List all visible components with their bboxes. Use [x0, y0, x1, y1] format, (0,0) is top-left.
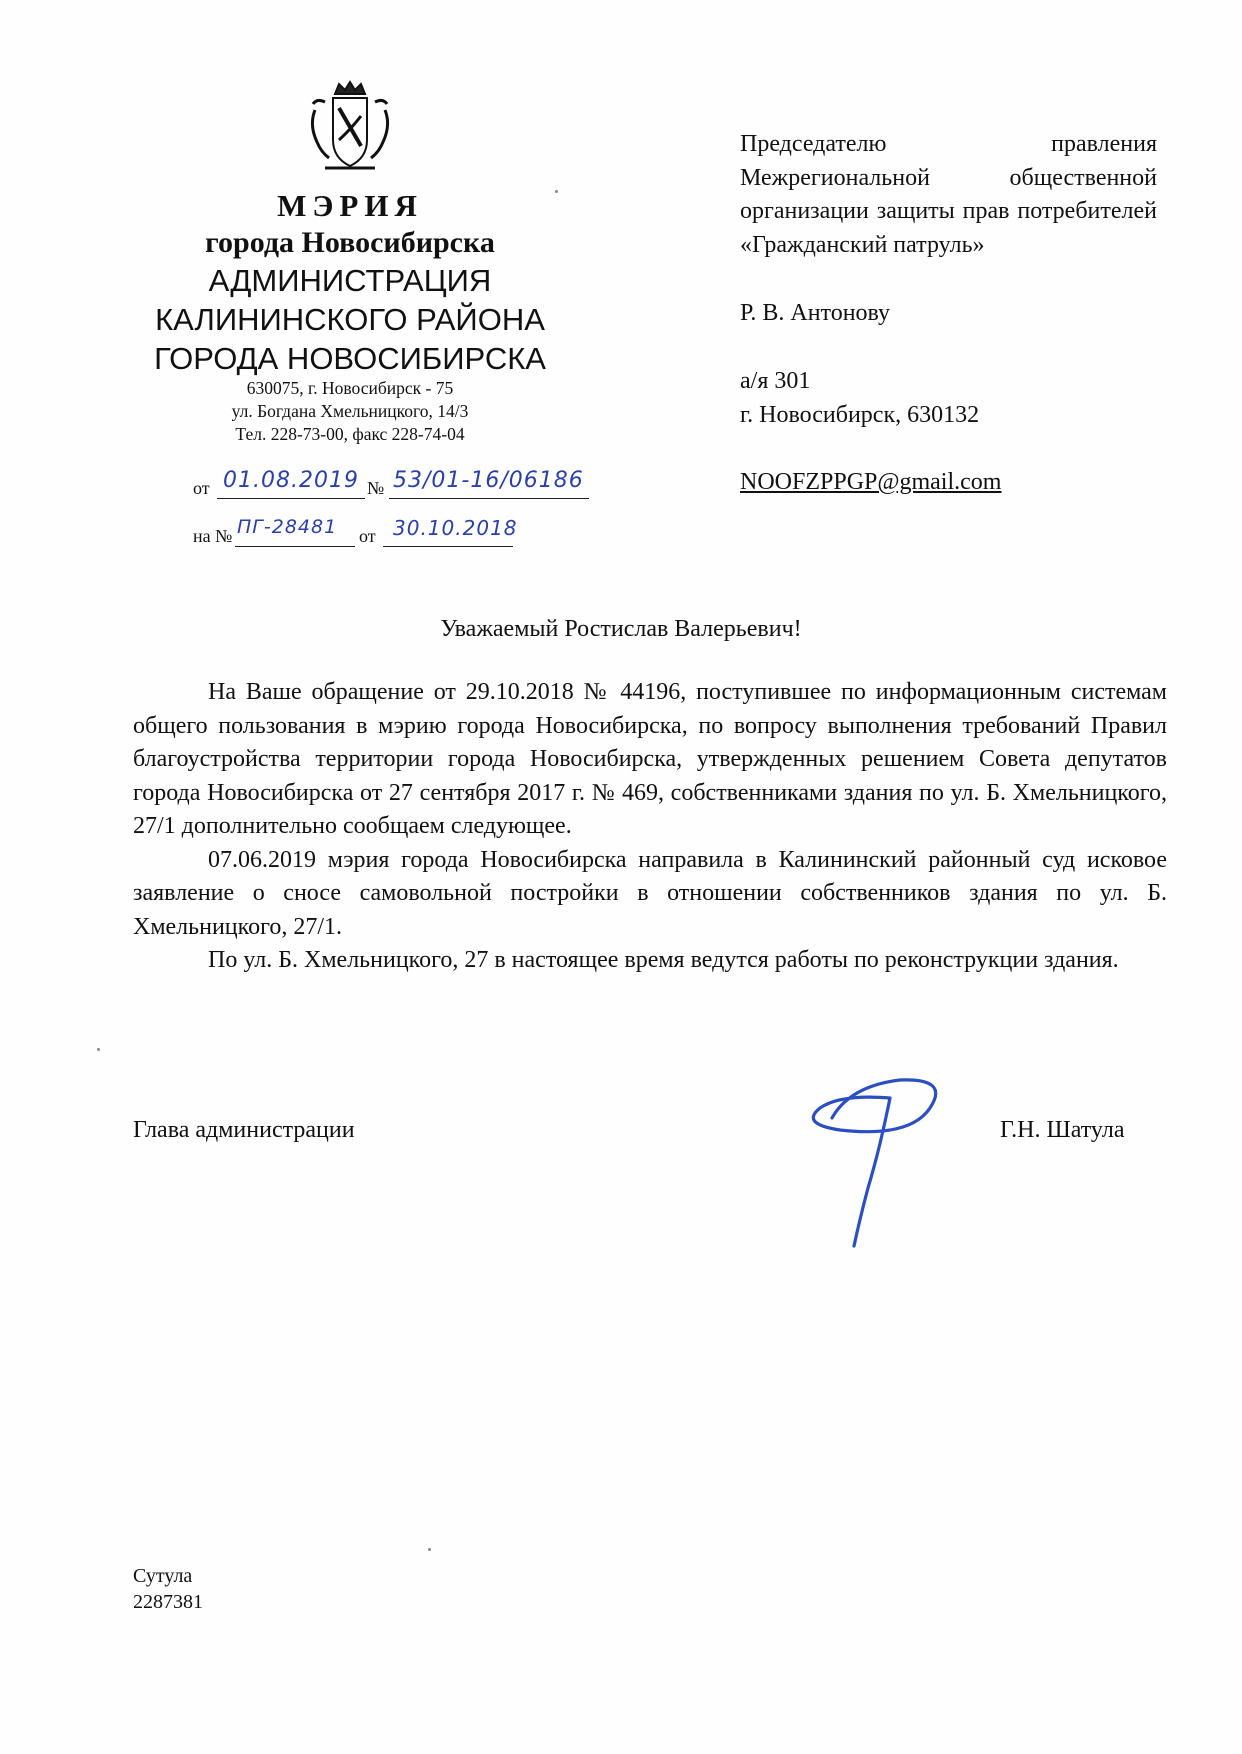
greeting: Уважаемый Ростислав Валерьевич!: [440, 616, 802, 642]
address-line: Тел. 228-73-00, факс 228-74-04: [235, 424, 465, 444]
body-paragraph: На Ваше обращение от 29.10.2018 № 44196, поступившее по информационным системам общего пользования в мэрию города Новосибирска, по вопросу выполнения требований Правил благоустройства территории города Новосибирска, утвержденных решением Совета депутатов города Новосибирска от 27 сентября 2017 г. № 469, собственниками здания по ул. Б. Хмельницкого, 27/1 дополнительно сообщаем следующее.: [133, 679, 1167, 839]
body-paragraph: По ул. Б. Хмельницкого, 27 в настоящее время ведутся работы по реконструкции здания.: [208, 947, 1119, 973]
letterhead-admin-line: КАЛИНИНСКОГО РАЙОНА: [155, 302, 545, 337]
number-label: №: [367, 478, 385, 498]
incoming-number: ПГ-28481: [237, 516, 338, 538]
signatory-name: Г.Н. Шатула: [1000, 1117, 1125, 1143]
addressee-city: г. Новосибирск, 630132: [740, 401, 980, 428]
letterhead-address: [110, 377, 590, 446]
addressee-po-box: а/я 301: [740, 368, 811, 394]
signatory-position: Глава администрации: [133, 1117, 355, 1143]
incoming-date: 30.10.2018: [393, 516, 518, 540]
letterhead-city: города Новосибирска: [205, 226, 495, 259]
coat-of-arms-icon: [305, 80, 395, 180]
body-paragraph: 07.06.2019 мэрия города Новосибирска направила в Калининский районный суд исковое заявление о сносе самовольной постройки в отношении собственников здания по ул. Б. Хмельницкого, 27/1.: [133, 846, 1167, 940]
addressee-address: [740, 365, 1157, 432]
letterhead-mayor-office: МЭРИЯ: [277, 188, 423, 223]
in-from-label: от: [359, 526, 376, 546]
executor-phone: 2287381: [133, 1591, 203, 1613]
address-line: ул. Богдана Хмельницкого, 14/3: [231, 401, 469, 421]
scan-speck: [555, 190, 558, 193]
scan-speck: [428, 1548, 431, 1551]
executor-info: [133, 1563, 203, 1615]
executor-name: Сутула: [133, 1565, 193, 1587]
outgoing-registration: [193, 468, 593, 502]
letterhead-admin-line: АДМИНИСТРАЦИЯ: [208, 263, 492, 298]
letterhead-admin-line: ГОРОДА НОВОСИБИРСКА: [154, 341, 546, 376]
outgoing-date: 01.08.2019: [223, 468, 359, 493]
addressee-title: Председателю правления Межрегиональной общественной организации защиты прав потребителей «Гражданский патруль»: [740, 131, 1157, 258]
reply-label: на №: [193, 526, 233, 546]
from-label: от: [193, 478, 210, 498]
handwritten-signature: [780, 1068, 980, 1258]
addressee-email: NOOFZPPGP@gmail.com: [740, 469, 1002, 495]
scan-speck: [97, 1048, 100, 1051]
incoming-registration: [193, 516, 593, 550]
addressee-name: Р. В. Антонову: [740, 300, 891, 326]
letter-body: [133, 676, 1167, 978]
outgoing-number: 53/01-16/06186: [393, 468, 584, 493]
address-line: 630075, г. Новосибирск - 75: [246, 378, 454, 398]
